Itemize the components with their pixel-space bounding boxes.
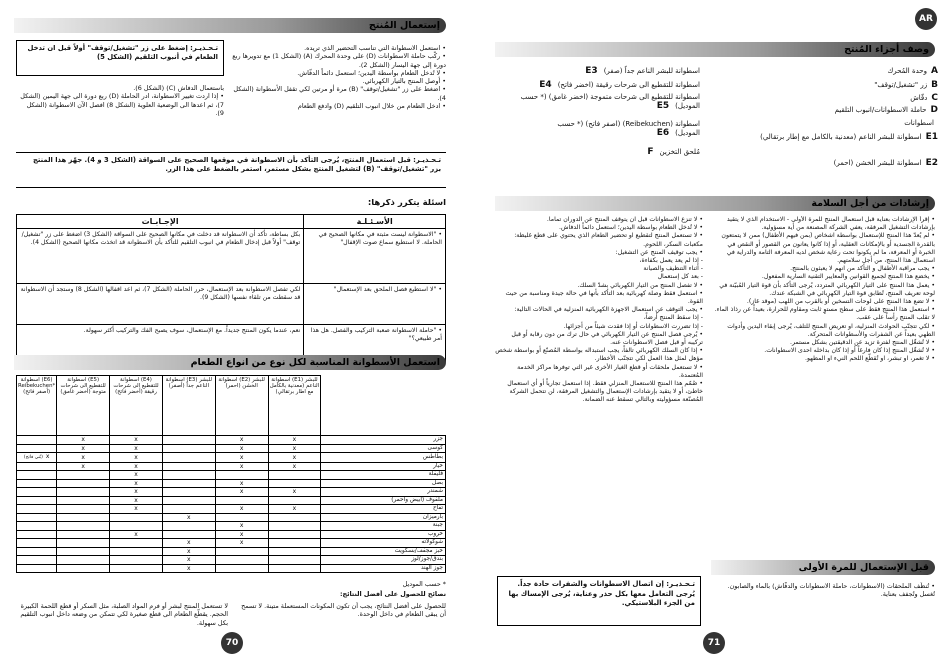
usage-line: • ركّب حاملة الاسطوانات (D) على وحدة المحرك (A) (الشكل 1) مع تدويرها ربع دورة إلى جهة اليسار (الشكل 2).: [232, 52, 446, 69]
usage-line: • استعمل الاسطوانة التي تناسب التحضير الذي تريده.: [304, 44, 446, 52]
matrix-cell: [110, 556, 163, 565]
usage-line: • لا تُدخل الطعام بواسطة اليدين؛ استعمل دائماً الدفّاش.: [297, 68, 446, 77]
matrix-cell: [17, 488, 57, 497]
faq-table: [16, 214, 446, 362]
language-badge: AR: [915, 8, 937, 30]
matrix-food-label: بندق/جوز/لوز: [321, 556, 446, 565]
matrix-food-label: بطاطس: [321, 453, 446, 463]
matrix-col-e6: اسطوانة (E6) Reibekuchen* (أصفر فاتح): [17, 376, 57, 436]
matrix-row: [17, 496, 446, 505]
matrix-cell: x: [215, 444, 268, 453]
matrix-cell: x: [268, 505, 321, 514]
matrix-row: [17, 505, 446, 514]
matrix-cell: [57, 496, 110, 505]
part-key: D: [930, 105, 938, 115]
matrix-row: [17, 530, 446, 539]
section-header-safety: [495, 196, 935, 211]
part-item: [520, 147, 700, 157]
safety-item: • لا تغمر، او تبشر، او تُقطّع اللحم النيء او المطهو.: [805, 355, 935, 363]
part-key: E5: [656, 101, 670, 111]
first-use-text: • تُنظّف الملحقات (الاسطوانات، حاملة الاسطوانات والدفّاش) بالماء والصابون. تُغسل وتُجفف بعناية.: [727, 582, 935, 599]
safety-item: • يجب التوقف عن استعمال الاجهزة الكهربائية المنزلية في الحالات التالية:: [514, 306, 703, 314]
part-key: E2: [925, 158, 938, 168]
matrix-row: [17, 453, 446, 463]
matrix-food-label: خيار: [321, 462, 446, 471]
matrix-cell: [268, 530, 321, 539]
part-key: E4: [539, 80, 552, 90]
matrix-cell: x: [110, 453, 163, 463]
matrix-row: [17, 556, 446, 565]
usage-line: • اضغط على زر "تشغيل/توقف" (B) مرة أو مرتين لكي تقفل الأسطوانة (الشكل 4).: [233, 85, 446, 102]
safety-item: • يعمل هذا المنتج على التيار الكهربائي المتردد، يُرجى التأكد بأن قوة التيار المُبيّنة في لوحة تعريف المنتج، تُطابق قوة التيار الكهربائي في الشبكة عندك.: [719, 281, 935, 297]
faq-answer: بكل بساطة، تأكد أن الاسطوانة قد دخلت في مكانها الصحيح على السواقة (الشكل 3) اضغط على زر "تشغيل/توقف" أولاً قبل إدخال الطعام في انبوب التلقيم للتأكد بأن الاسطوانة قد اتخذت مكانها الصحيح (الشكل 4).: [17, 229, 304, 284]
matrix-corner: [321, 376, 446, 436]
matrix-cell: [57, 556, 110, 565]
matrix-food-label: بصل: [321, 479, 446, 488]
part-key: E3: [585, 66, 598, 76]
part-label: اسطوانة للبشر الناعم (معدنية بالكامل مع إطار برتقالي): [760, 133, 922, 141]
part-label: دفّاش: [910, 94, 928, 102]
matrix-cell: x: [268, 436, 321, 445]
matrix-food-label: شمندر: [321, 488, 446, 497]
part-item: [520, 66, 700, 76]
matrix-cell: [17, 505, 57, 514]
matrix-col-e2: اسطوانة (E2) للبشر الخشن (احمر): [215, 376, 268, 436]
safety-item: • يجب مراقبة الأطفال و التأكد من انهم لا يعبثون بالمنتج.: [790, 265, 935, 273]
matrix-row: [17, 479, 446, 488]
part-label: اسطوانة للتقطيع الى شرحات متموجة (اخضر غامق) (* حسب الموديل): [520, 93, 700, 110]
safety-item: • إقرأ الإرشادات بعناية قبل استعمال المنتج للمرة الأولى - الاستخدام الذي لا يتقيد بإرشادات التشغيل المرفقة، يعفي الشركة المصنعة من أية مسؤولية.: [726, 216, 935, 232]
matrix-row: [17, 539, 446, 548]
disc-food-matrix: [16, 375, 446, 573]
matrix-row: [17, 488, 446, 497]
part-label: اسطوانة (Reibekuchen) (اصفر فاتح) (* حسب الموديل): [557, 120, 700, 137]
part-label: اسطوانات: [904, 119, 934, 127]
matrix-cell: [17, 513, 57, 522]
safety-item: • لا تنزع الاسطوانات قبل ان يتوقف المنتج عن الدوران تماماً.: [546, 216, 703, 223]
matrix-cell: x: [110, 530, 163, 539]
matrix-cell: [268, 564, 321, 573]
safety-item: • صُمّم هذا المنتج للاستعمال المنزلي فقط. إذا استعمل تجارياً أو أي استعمال خاطئ، أو لا يتقيد بإرشادات الإستعمال والتشغيل المرفقة، لن تتحمل الشركة المُصنّعة مسؤوليته وبالتالي تسقط عنه الضمانة.: [507, 380, 703, 404]
matrix-cell: x: [162, 547, 215, 556]
usage-instructions-continued: [16, 84, 224, 136]
part-label: اسطوانة للبشر الناعم جداً (صفر): [603, 67, 700, 75]
matrix-cell: x: [215, 539, 268, 548]
matrix-cell: x: [110, 471, 163, 480]
matrix-food-label: خبز مجفف/بسكويت: [321, 547, 446, 556]
matrix-food-label: جزر: [321, 436, 446, 445]
matrix-cell: [17, 547, 57, 556]
matrix-cell: x: [57, 462, 110, 471]
part-label: اسطوانة للبشر الخشن (احمر): [833, 159, 922, 167]
matrix-cell: [268, 471, 321, 480]
matrix-cell: [57, 505, 110, 514]
part-item: [520, 80, 700, 90]
matrix-cell: [17, 556, 57, 565]
matrix-cell: [162, 488, 215, 497]
faq-question: • "الاسطوانة ليست مثبتة في مكانها الصحيح في الحاملة. لا استطيع سماع صوت الإقفال": [304, 229, 446, 284]
part-key: E6: [656, 128, 670, 138]
matrix-cell: [17, 462, 57, 471]
safety-item: • لا تضع هذا المنتج على لوحات التسخين أو بالقرب من اللهب (موقد غاز).: [746, 298, 935, 306]
matrix-cell: [17, 471, 57, 480]
matrix-row: [17, 436, 446, 445]
matrix-cell: [17, 453, 57, 463]
matrix-cell: [57, 522, 110, 531]
matrix-cell: [57, 479, 110, 488]
faq-title: اسئلة يتكرر ذكرها:: [367, 199, 446, 208]
matrix-cell: x: [268, 462, 321, 471]
part-item: [834, 158, 938, 168]
safety-item: • يجب توقيف المنتج عن التشغيل:: [615, 248, 703, 256]
safety-item: - إذا تضررت الاسطوانات أو إذا فقدت شيئاً من أجزائها.: [563, 322, 703, 330]
matrix-row: [17, 471, 446, 480]
matrix-cell: [57, 488, 110, 497]
safety-item: • يخضع هذا المنتج لجميع القوانين والمعايير التقنية السارية المفعول.: [761, 273, 935, 281]
usage-instructions: [230, 44, 446, 142]
warning-text: تـحـذيـر: إضغط على زر "تشغيل/توقف" أولاً قبل ان تدخل الطعام في أنبوب التلقيم (الشكل 5): [27, 44, 218, 61]
section-header-matrix: [14, 355, 446, 370]
matrix-cell: x: [215, 453, 268, 463]
page-number-71: 71: [703, 632, 725, 654]
safety-col-left: [495, 216, 703, 546]
part-item: [760, 132, 938, 142]
part-item: [520, 120, 700, 138]
matrix-cell: [17, 479, 57, 488]
matrix-cell: [17, 522, 57, 531]
matrix-cell: [110, 564, 163, 573]
matrix-cell: [17, 436, 57, 445]
matrix-cell: [162, 505, 215, 514]
matrix-row: [17, 547, 446, 556]
usage-line: باستعمال الدفاش (C) (الشكل 6).: [133, 84, 224, 92]
safety-item: - إذا سقط المنتج أرضاً،: [643, 314, 703, 322]
part-label: مُلحق التخزين: [659, 148, 700, 156]
matrix-food-label: كوسى: [321, 444, 446, 453]
matrix-cell: x: [215, 436, 268, 445]
matrix-cell: x: [162, 539, 215, 548]
part-item: [910, 93, 938, 103]
safety-title: إرشادات من أجل السلامة: [811, 198, 929, 209]
matrix-title: استعمل الأسطوانة المناسبة لكل نوع من انواع الطعام: [190, 357, 440, 368]
matrix-cell: x: [162, 556, 215, 565]
matrix-cell: x: [110, 505, 163, 514]
faq-header-questions: الأسـئـلـة: [304, 215, 446, 229]
matrix-col-e1: اسطوانة (E1) للبشر الناعم (معدنية بالكامل مع اطار برتقالي): [268, 376, 321, 436]
warning-text: تـحـذيـر: قبل استعمال المنتج، يُرجى التأكد بأن الاسطوانة في موقعها الصحيح على السواقة (الشكل 3 و 4). جهّز هذا المنتج بزر "تشغيل/توقف" (B) لتشغيل المنتج بشكل مستمر، استمر بالضغط على هذا الزر.: [32, 156, 441, 173]
page-71: [475, 0, 950, 661]
matrix-cell: x: [268, 453, 321, 463]
matrix-cell: [17, 444, 57, 453]
matrix-cell: x: [215, 505, 268, 514]
matrix-food-label: فليفلة: [321, 471, 446, 480]
safety-item: • استعمل فقط وصلة كهربائية بعد التأكد بأنها في حالة جيدة ومناسبة من حيث القوة.: [505, 289, 703, 306]
matrix-row: [17, 522, 446, 531]
matrix-mark: x: [45, 453, 50, 460]
matrix-cell: x: [215, 530, 268, 539]
part-item: [874, 80, 938, 90]
warning-box-switch: [16, 40, 224, 76]
part-key: F: [647, 147, 654, 157]
safety-item: • لا تُدخل الطعام بواسطة اليدين؛ استعمل دائماً الدفاش.: [558, 224, 703, 232]
part-item: [887, 66, 938, 76]
matrix-cell: x: [215, 488, 268, 497]
safety-item: • لا تُشغّل المنتج لفترة تزيد عن الدقيقتين بشكل مستمر.: [789, 339, 935, 347]
matrix-food-label: شوكولاته: [321, 539, 446, 548]
matrix-cell: [57, 539, 110, 548]
faq-answer: لكي تفصل الاسطوانة بعد الإستعمال، حرر الحاملة (الشكل 7)، ثم اعد اقفالها (الشكل 8) وستجد أن الاسطوانة قد سقطت من تلقاء نفسها (الشكل 9).: [17, 284, 304, 325]
matrix-cell: x: [110, 462, 163, 471]
section-header-parts: [495, 42, 935, 57]
matrix-row: [17, 513, 446, 522]
footnote-star: * حسب الموديل: [402, 580, 446, 588]
matrix-food-label: جبنة: [321, 522, 446, 531]
matrix-cell: [17, 564, 57, 573]
part-label: اسطوانة للتقطيع الى شرحات رقيقة (اخضر فاتح): [557, 81, 700, 89]
part-label: وحدة المُحرك: [887, 67, 928, 75]
safety-item: • لا تستعمل المنتج لتقطيع او تحضير الطعام الذي يحتوي على قطع غليظة: مكعبات السكر، اللحوم.: [514, 232, 703, 248]
matrix-cell: [57, 513, 110, 522]
matrix-cell: [57, 564, 110, 573]
matrix-cell: [57, 530, 110, 539]
matrix-cell: [110, 522, 163, 531]
matrix-food-label: خروب: [321, 530, 446, 539]
safety-item: • يُرجى فصل المنتج عن التيار الكهربائي في حال ترك من دون رقابة أو قبل تركيبه أو قبل فصل الاسطوانات عنه.: [511, 330, 703, 347]
matrix-row: [17, 462, 446, 471]
part-item: [835, 105, 938, 115]
parts-title: وصف أجزاء المُنتج: [844, 44, 929, 55]
matrix-cell: x: [110, 479, 163, 488]
matrix-cell: x: [162, 564, 215, 573]
matrix-cell: [17, 496, 57, 505]
matrix-cell: [162, 496, 215, 505]
part-key: B: [931, 80, 938, 90]
matrix-cell: [268, 522, 321, 531]
safety-item: • إذا كان السلك الكهربائي تالفاً، يجب استبداله بواسطة المُصنّع أو بواسطة شخص مؤهل لمثل هذا العمل لكي تتجنّب الأخطار.: [495, 347, 703, 363]
part-item: [904, 118, 938, 128]
safety-item: • لم يُعدّ هذا المنتج للإستعمال بواسطة اشخاص (بمن فيهم الأطفال) ممن لا يتمتعون بالقدرة الجسدية أو بالإمكانات العقلية، أو إذا كانوا يعانون من القصور أو النقص في الخبرة أو المعرفة، ما لم يكونوا تحت رعاية شخص لديه المعرفة التامة والدراية في استعمال هذا المنتج، من أجل سلامتهم.: [721, 232, 935, 265]
matrix-cell: [215, 556, 268, 565]
part-key: C: [931, 93, 938, 103]
part-item: [520, 93, 700, 111]
matrix-cell: [215, 513, 268, 522]
warning-box-fitting: [16, 152, 446, 188]
part-label: حاملة الاسطوانات/انبوب التلقيم: [834, 106, 927, 114]
safety-item: • لكي تتجنّب الحوادث المنزلية، او تعريض المنتج للتلف، يُرجى إبقاء اليدين وأدوات الطهي بعيداً عن الشفرات والأسطوانات المتحركة.: [727, 322, 935, 338]
matrix-cell: [57, 471, 110, 480]
matrix-cell: [215, 496, 268, 505]
matrix-note: (بُني فاتح): [23, 455, 43, 460]
safety-item: • لا تفصل المنتج من التيار الكهربائي بشدّ السلك.: [577, 281, 703, 289]
matrix-food-label: بارميزان: [321, 513, 446, 522]
matrix-cell: x: [110, 444, 163, 453]
part-label: زر "تشغيل/توقف": [874, 81, 928, 89]
safety-item: - إذا لم يعد يعمل بكفاءة،: [639, 257, 703, 265]
matrix-cell: [268, 539, 321, 548]
matrix-cell: x: [268, 444, 321, 453]
matrix-cell: [110, 547, 163, 556]
usage-title: إستعمال المُنتج: [368, 20, 440, 31]
page-number-70: 70: [221, 632, 243, 654]
part-key: A: [931, 66, 938, 76]
matrix-cell: [57, 547, 110, 556]
matrix-cell: x: [110, 436, 163, 445]
usage-line: • ادخل الطعام من خلال انبوب التلقيم (D) وادفع الطعام: [297, 102, 446, 111]
matrix-cell: [162, 453, 215, 463]
section-header-usage: [14, 18, 446, 33]
matrix-row: [17, 564, 446, 573]
matrix-food-label: جوز الهند: [321, 564, 446, 573]
safety-item: • لا تُشغّل المنتج إذا كان فارغاً أو إذا كان بداخله احدى الاسطوانات.: [764, 347, 935, 355]
matrix-food-label: تفاح: [321, 505, 446, 514]
warning-text: تـحـذيـر: إن اتصال الاسطوانات والشفرات حادة جداً. يُرجى التعامل معها بكل حذر وعناية، يُرجى الإمساك بها من الجزء البلاستيكي.: [508, 580, 695, 607]
tips-title: نصائح للحصول على أفضل النتائج:: [339, 590, 446, 598]
usage-line: • إذا اردت تغيير الاسطوانة، ادر الحاملة (D) ربع دورة الى جهة اليمين (الشكل 7)، ثم اعدها الى الوضعية العلوية (الشكل 8) افصل الآن الاسطوانة (الشكل 9).: [20, 92, 224, 117]
matrix-cell: [162, 444, 215, 453]
matrix-cell: x: [215, 479, 268, 488]
matrix-cell: [162, 436, 215, 445]
faq-header-answers: الإجـابـات: [17, 215, 304, 229]
matrix-cell: x: [57, 453, 110, 463]
usage-line: • أوصل المنتج بالتيار الكهربائي.: [362, 77, 446, 86]
matrix-food-label: ملفوف (أبيض واحمر): [321, 496, 446, 505]
matrix-cell: [17, 530, 57, 539]
matrix-cell: [162, 471, 215, 480]
matrix-col-e3: اسطوانة (E3) للبشر الناعم جداً (أصفر): [162, 376, 215, 436]
part-key: E1: [925, 132, 938, 142]
matrix-cell: [268, 547, 321, 556]
matrix-cell: [162, 479, 215, 488]
tips-text-left: لا تستعمل المنتج لبشر أو فرم المواد الصلبة، مثل السكر أو قطع اللحمة الكبيرة الحجم. يقطّع الطعام الى قطع صغيرة لكي تتمكن من وضعه داخل انبوب التلقيم بكل سهولة.: [20, 602, 228, 627]
matrix-body: [17, 436, 446, 573]
matrix-cell: x: [215, 522, 268, 531]
matrix-cell: x: [268, 488, 321, 497]
safety-col-right: [711, 216, 935, 546]
matrix-cell: [162, 462, 215, 471]
matrix-cell: x: [110, 496, 163, 505]
matrix-cell: [268, 513, 321, 522]
section-header-first-use: [711, 560, 935, 575]
safety-item: - أثناء التنظيف والصيانة: [643, 265, 703, 273]
matrix-cell: x: [215, 462, 268, 471]
matrix-cell: [268, 479, 321, 488]
safety-item: • لا تستعمل ملحقات أو قطع الغيار الأخرى غير التي توفرها مراكز الخدمة المُعتمدة.: [517, 363, 703, 379]
safety-item: • استعمل هذا المنتج فقط على سطح مستوٍ ثابت ومقاوم للحرارة، بعيداً عن رذاذ الماء. لا تقلب المنتج رأساً على عقب.: [714, 306, 935, 322]
faq-question: • "لا استطيع فصل الملحق بعد الإستعمال": [304, 284, 446, 325]
first-use-title: قبل الإستعمال للمرة الأولى: [798, 562, 929, 573]
matrix-cell: x: [110, 488, 163, 497]
tips-text-right: للحصول على أفضل النتائج، يجب أن تكون المكونات المستعملة متينة. لا تسمح أن يبقى الطعام في داخل الوحدة.: [241, 602, 446, 619]
matrix-col-e4: اسطوانة (E4) للتقطيع الى شرحات رقيقة (أخضر فاتح): [110, 376, 163, 436]
matrix-col-e5: اسطوانة (E5) للتقطيع الى شرحات متوجة (أخضر غامق): [57, 376, 110, 436]
matrix-cell: [215, 547, 268, 556]
matrix-cell: [268, 496, 321, 505]
matrix-cell: [110, 539, 163, 548]
matrix-cell: x: [162, 513, 215, 522]
matrix-row: [17, 444, 446, 453]
safety-item: - بعد كل إستعمال: [657, 273, 703, 281]
matrix-cell: [162, 530, 215, 539]
faq-answer: نعم، عندما يكون المنتج جديداً. مع الإستعمال، سوف يصبح الفك والتركيب أكثر سهولة.: [17, 325, 304, 362]
matrix-cell: x: [57, 436, 110, 445]
matrix-cell: [215, 564, 268, 573]
matrix-cell: [162, 522, 215, 531]
matrix-cell: [110, 513, 163, 522]
warning-box-blades: [497, 576, 701, 626]
matrix-cell: [215, 471, 268, 480]
matrix-cell: [268, 556, 321, 565]
matrix-cell: x: [57, 444, 110, 453]
faq-question: • "حاملة الاسطوانة صعبة التركيب والفصل. هل هذا أمر طبيعي؟": [304, 325, 446, 362]
matrix-cell: [17, 539, 57, 548]
